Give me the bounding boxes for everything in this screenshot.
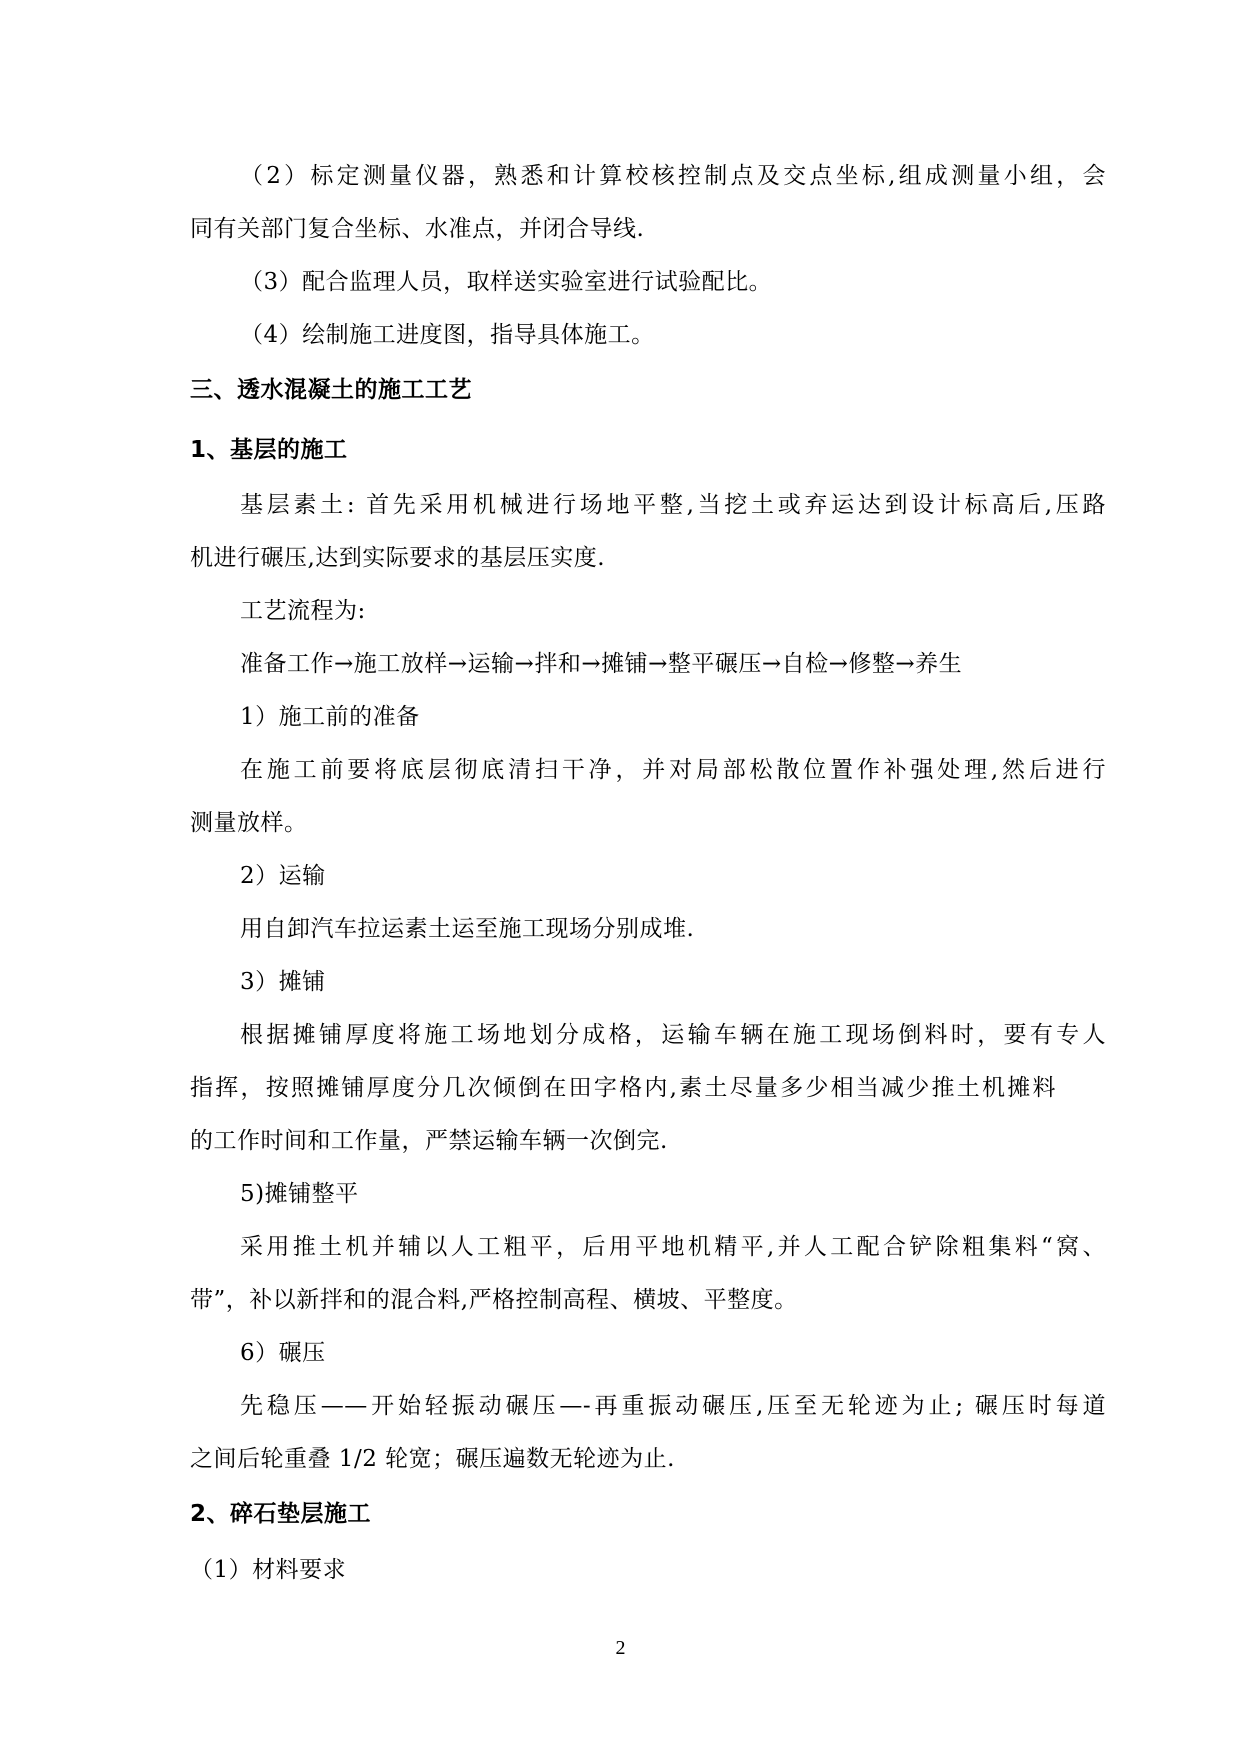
paragraph-line: 带”，补以新拌和的混合料,严格控制高程、横坡、平整度。 xyxy=(190,1287,798,1313)
page-number: 2 xyxy=(615,1637,626,1659)
step-label: （1）材料要求 xyxy=(190,1557,347,1583)
paragraph-line: 先稳压——开始轻振动碾压—-再重振动碾压,压至无轮迹为止; 碾压时每道 xyxy=(240,1393,1106,1419)
paragraph-line: 的工作时间和工作量，严禁运输车辆一次倒完. xyxy=(190,1128,668,1154)
step-label: 5)摊铺整平 xyxy=(240,1181,359,1207)
paragraph-line: 根据摊铺厚度将施工场地划分成格，运输车辆在施工现场倒料时，要有专人 xyxy=(240,1022,1106,1048)
paragraph-line: （4）绘制施工进度图，指导具体施工。 xyxy=(240,322,655,348)
paragraph-line: 指挥，按照摊铺厚度分几次倾倒在田字格内,素土尽量多少相当减少推土机摊料 xyxy=(190,1075,1056,1101)
paragraph-line: （3）配合监理人员，取样送实验室进行试验配比。 xyxy=(240,269,773,295)
paragraph-line: 工艺流程为: xyxy=(240,598,366,624)
paragraph-line: （2）标定测量仪器，熟悉和计算校核控制点及交点坐标,组成测量小组，会 xyxy=(240,163,1106,189)
paragraph-line: 测量放样。 xyxy=(190,810,308,836)
section-heading: 三、透水混凝土的施工工艺 xyxy=(190,377,472,403)
paragraph-line: 同有关部门复合坐标、水准点，并闭合导线. xyxy=(190,216,645,242)
paragraph-line: 机进行碾压,达到实际要求的基层压实度. xyxy=(190,545,606,571)
subsection-heading: 1、基层的施工 xyxy=(190,437,348,463)
step-label: 3）摊铺 xyxy=(240,969,326,995)
subsection-heading: 2、碎石垫层施工 xyxy=(190,1501,372,1527)
paragraph-line: 用自卸汽车拉运素土运至施工现场分别成堆. xyxy=(240,916,695,942)
step-label: 1）施工前的准备 xyxy=(240,704,420,730)
step-label: 6）碾压 xyxy=(240,1340,326,1366)
process-flow-line: 准备工作→施工放样→运输→拌和→摊铺→整平碾压→自检→修整→养生 xyxy=(240,651,963,677)
paragraph-line: 之间后轮重叠 1/2 轮宽；碾压遍数无轮迹为止. xyxy=(190,1446,675,1472)
step-label: 2）运输 xyxy=(240,863,326,889)
paragraph-line: 在施工前要将底层彻底清扫干净，并对局部松散位置作补强处理,然后进行 xyxy=(240,757,1106,783)
paragraph-line: 采用推土机并辅以人工粗平，后用平地机精平,并人工配合铲除粗集料“窝、 xyxy=(240,1234,1106,1260)
paragraph-line: 基层素土: 首先采用机械进行场地平整,当挖土或弃运达到设计标高后,压路 xyxy=(240,492,1106,518)
